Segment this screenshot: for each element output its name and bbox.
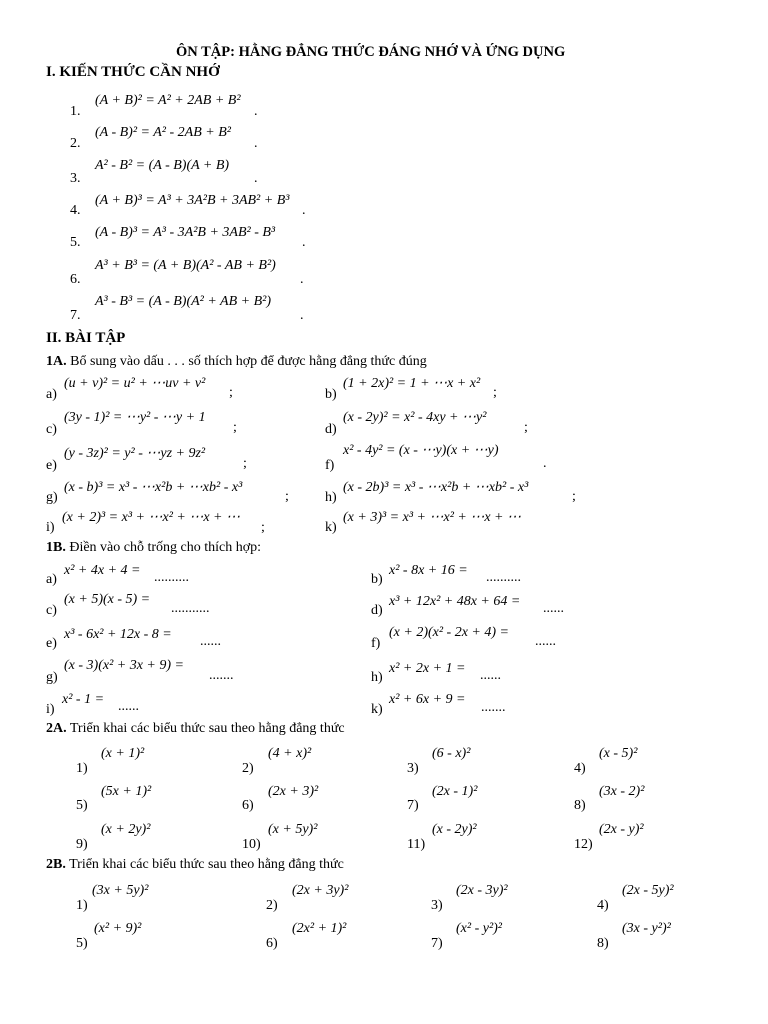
item-label: e) xyxy=(46,458,57,473)
item-blank: ...... xyxy=(535,634,556,649)
item-end: ; xyxy=(243,456,247,471)
identity-end: . xyxy=(300,308,304,323)
exercise-label: 1A. xyxy=(46,354,67,369)
item-blank: ....... xyxy=(209,668,234,683)
item-formula: (2x - 1)² xyxy=(432,784,478,799)
item-formula: (6 - x)² xyxy=(432,746,471,761)
exercise-label: 1B. xyxy=(46,540,66,555)
item-label: k) xyxy=(371,702,383,717)
item-formula: x³ + 12x² + 48x + 64 = xyxy=(389,594,521,609)
identity-end: . xyxy=(254,171,258,186)
item-formula: x² - 8x + 16 = xyxy=(389,563,468,578)
item-blank: ....... xyxy=(481,700,506,715)
item-label: 1) xyxy=(76,761,88,776)
item-formula: (5x + 1)² xyxy=(101,784,152,799)
identity-number: 2. xyxy=(70,136,81,151)
identity-number: 1. xyxy=(70,104,81,119)
identity-end: . xyxy=(300,272,304,287)
exercise-label: 2B. xyxy=(46,857,66,872)
item-label: 6) xyxy=(266,936,278,951)
item-formula: (x + 2)(x² - 2x + 4) = xyxy=(389,625,509,640)
item-formula: (2x + 3)² xyxy=(268,784,319,799)
exercise-2a-heading xyxy=(46,721,345,737)
item-blank: ........... xyxy=(171,601,210,616)
item-formula: (x + 2)³ = x³ + ⋯x² + ⋯x + ⋯ xyxy=(62,510,241,525)
item-formula: (x + 2y)² xyxy=(101,822,151,837)
item-formula: (u + v)² = u² + ⋯uv + v² xyxy=(64,376,206,391)
identity-formula: (A - B)³ = A³ - 3A²B + 3AB² - B³ xyxy=(95,225,276,240)
exercise-instruction: Triển khai các biểu thức sau theo hằng đẳng thức xyxy=(66,721,345,736)
identity-formula: (A - B)² = A² - 2AB + B² xyxy=(95,125,231,140)
exercise-2b-heading xyxy=(46,857,344,873)
item-formula: (3x - y²)² xyxy=(622,921,671,936)
item-label: 10) xyxy=(242,837,261,852)
item-formula: (x - 2b)³ = x³ - ⋯x²b + ⋯xb² - x³ xyxy=(343,480,529,495)
section-heading-theory: I. KIẾN THỨC CẦN NHỚ xyxy=(46,64,220,80)
item-label: b) xyxy=(325,387,337,402)
item-end: ; xyxy=(285,489,289,504)
item-end: ; xyxy=(233,420,237,435)
item-formula: (x - 3)(x² + 3x + 9) = xyxy=(64,658,184,673)
item-end: ; xyxy=(493,385,497,400)
item-formula: (x - 2y)² = x² - 4xy + ⋯y² xyxy=(343,410,487,425)
item-formula: x² - 4y² = (x - ⋯y)(x + ⋯y) xyxy=(343,443,499,458)
item-label: 3) xyxy=(407,761,419,776)
identity-formula: A³ - B³ = (A - B)(A² + AB + B²) xyxy=(95,294,272,309)
item-formula: (3x + 5y)² xyxy=(92,883,149,898)
item-label: 8) xyxy=(574,798,586,813)
item-label: 1) xyxy=(76,898,88,913)
exercise-1b-heading xyxy=(46,540,261,556)
item-formula: x³ - 6x² + 12x - 8 = xyxy=(64,627,172,642)
page-title: ÔN TẬP: HẰNG ĐẲNG THỨC ĐÁNG NHỚ VÀ ỨNG DỤNG xyxy=(176,44,566,60)
item-formula: x² + 4x + 4 = xyxy=(64,563,141,578)
item-label: b) xyxy=(371,572,383,587)
item-label: d) xyxy=(371,603,383,618)
item-formula: (2x + 3y)² xyxy=(292,883,349,898)
item-formula: (x + 3)³ = x³ + ⋯x² + ⋯x + ⋯ xyxy=(343,510,522,525)
item-formula: (x + 1)² xyxy=(101,746,145,761)
item-label: 4) xyxy=(574,761,586,776)
item-label: 12) xyxy=(574,837,593,852)
identity-formula: (A + B)² = A² + 2AB + B² xyxy=(95,93,241,108)
section-heading-exercises: II. BÀI TẬP xyxy=(46,330,126,346)
item-label: 7) xyxy=(407,798,419,813)
item-formula: (x - 2y)² xyxy=(432,822,477,837)
identity-end: . xyxy=(302,235,306,250)
item-label: f) xyxy=(371,636,381,651)
item-blank: .......... xyxy=(486,570,521,585)
item-formula: (x² + 9)² xyxy=(94,921,142,936)
item-formula: (2x - 3y)² xyxy=(456,883,508,898)
item-label: f) xyxy=(325,458,335,473)
identity-number: 7. xyxy=(70,308,81,323)
item-blank: ...... xyxy=(480,668,501,683)
item-formula: (y - 3z)² = y² - ⋯yz + 9z² xyxy=(64,446,206,461)
exercise-instruction: Triển khai các biểu thức sau theo hằng đẳng thức xyxy=(65,857,344,872)
item-label: i) xyxy=(46,702,55,717)
identity-number: 6. xyxy=(70,272,81,287)
item-formula: (2x - y)² xyxy=(599,822,644,837)
item-label: a) xyxy=(46,387,57,402)
item-label: g) xyxy=(46,490,58,505)
identity-end: . xyxy=(254,136,258,151)
item-formula: (1 + 2x)² = 1 + ⋯x + x² xyxy=(343,376,481,391)
item-end: ; xyxy=(524,420,528,435)
item-label: a) xyxy=(46,572,57,587)
item-label: i) xyxy=(46,520,55,535)
item-end: ; xyxy=(229,385,233,400)
identity-end: . xyxy=(302,203,306,218)
item-label: c) xyxy=(46,603,57,618)
item-label: 5) xyxy=(76,936,88,951)
identity-formula: (A + B)³ = A³ + 3A²B + 3AB² + B³ xyxy=(95,193,290,208)
item-label: e) xyxy=(46,636,57,651)
item-label: 7) xyxy=(431,936,443,951)
item-formula: (3y - 1)² = ⋯y² - ⋯y + 1 xyxy=(64,410,206,425)
item-label: 11) xyxy=(407,837,426,852)
item-label: 8) xyxy=(597,936,609,951)
item-formula: (3x - 2)² xyxy=(599,784,645,799)
identity-formula: A² - B² = (A - B)(A + B) xyxy=(95,158,230,173)
item-blank: ...... xyxy=(118,699,139,714)
item-label: d) xyxy=(325,422,337,437)
identity-end: . xyxy=(254,104,258,119)
item-formula: (4 + x)² xyxy=(268,746,312,761)
item-blank: .......... xyxy=(154,570,189,585)
item-end: . xyxy=(543,456,547,471)
item-label: k) xyxy=(325,520,337,535)
item-formula: (x - b)³ = x³ - ⋯x²b + ⋯xb² - x³ xyxy=(64,480,243,495)
item-formula: (2x² + 1)² xyxy=(292,921,347,936)
exercise-label: 2A. xyxy=(46,721,67,736)
item-label: g) xyxy=(46,670,58,685)
item-formula: x² - 1 = xyxy=(62,692,105,707)
item-formula: (x + 5)(x - 5) = xyxy=(64,592,151,607)
item-label: 9) xyxy=(76,837,88,852)
item-formula: (x - 5)² xyxy=(599,746,638,761)
item-label: 2) xyxy=(266,898,278,913)
item-label: c) xyxy=(46,422,57,437)
item-label: 3) xyxy=(431,898,443,913)
identity-number: 3. xyxy=(70,171,81,186)
item-formula: (2x - 5y)² xyxy=(622,883,674,898)
item-label: 6) xyxy=(242,798,254,813)
exercise-instruction: Điền vào chỗ trống cho thích hợp: xyxy=(65,540,262,555)
item-formula: x² + 6x + 9 = xyxy=(389,692,466,707)
item-label: 4) xyxy=(597,898,609,913)
item-blank: ...... xyxy=(200,634,221,649)
item-end: ; xyxy=(261,520,265,535)
item-label: h) xyxy=(371,670,383,685)
item-formula: x² + 2x + 1 = xyxy=(389,661,466,676)
item-label: h) xyxy=(325,490,337,505)
item-label: 5) xyxy=(76,798,88,813)
identity-number: 5. xyxy=(70,235,81,250)
item-blank: ...... xyxy=(543,601,564,616)
item-formula: (x + 5y)² xyxy=(268,822,318,837)
item-end: ; xyxy=(572,489,576,504)
identity-number: 4. xyxy=(70,203,81,218)
item-formula: (x² - y²)² xyxy=(456,921,503,936)
identity-formula: A³ + B³ = (A + B)(A² - AB + B²) xyxy=(95,258,276,273)
exercise-1a-heading xyxy=(46,354,427,370)
item-label: 2) xyxy=(242,761,254,776)
exercise-instruction: Bổ sung vào dấu . . . số thích hợp để được hằng đẳng thức đúng xyxy=(66,354,427,369)
